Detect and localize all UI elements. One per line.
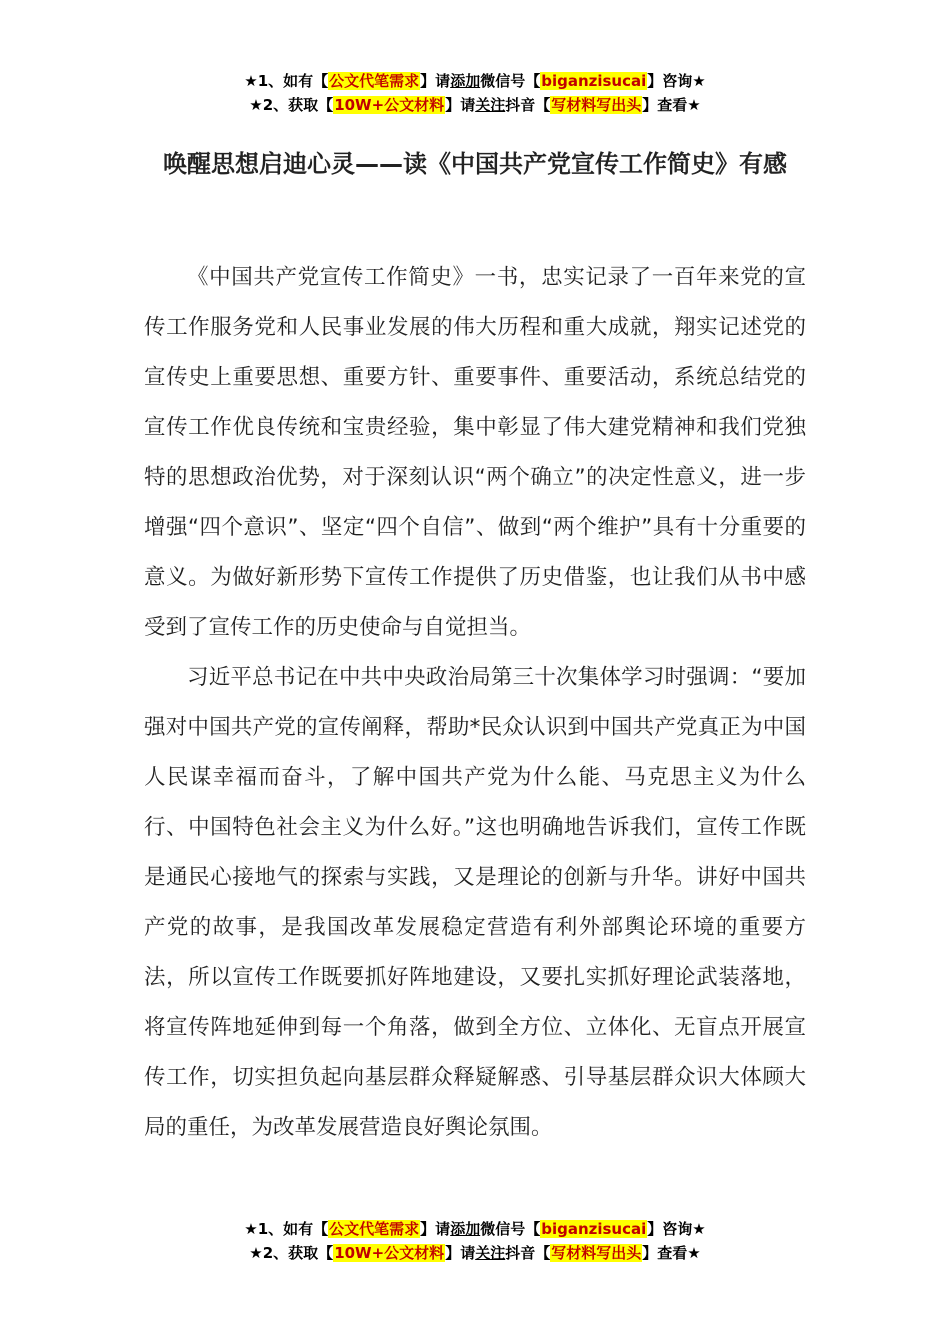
paragraph-2: 习近平总书记在中共中央政治局第三十次集体学习时强调：“要加强对中国共产党的宣传阐释，帮助*民众认识到中国共产党真正为中国人民谋幸福而奋斗，了解中国共产党为什么能、马克思主义为什么行、中国特色社会主义为什么好。”这也明确地告诉我们，宣传工作既是通民心接地气的探索与实践，又是理论的创新与升华。讲好中国共产党的故事，是我国改革发展稳定营造有利外部舆论环境的重要方法，所以宣传工作既要抓好阵地建设，又要扎实抓好理论武装落地，将宣传阵地延伸到每一个角落，做到全方位、立体化、无盲点开展宣传工作，切实担负起向基层群众释疑解惑、引导基层群众识大体顾大局的重任，为改革发展营造良好舆论氛围。 (144, 665, 806, 1140)
banner-line-1 (0, 1217, 950, 1241)
banner-text: 抖音【 (505, 1244, 551, 1262)
footer-banner (0, 1217, 950, 1265)
highlight-douyin-account: 写材料写出头 (551, 1244, 642, 1262)
banner-line-1 (0, 69, 950, 93)
underlined-follow: 关注 (475, 1244, 506, 1262)
banner-text: ★2、获取【 (249, 96, 334, 114)
document-title: 唤醒思想启迪心灵——读《中国共产党宣传工作简史》有感 (163, 150, 787, 178)
banner-text: 】查看★ (642, 1244, 701, 1262)
banner-text: 】请 (420, 72, 451, 90)
banner-text: 】请 (445, 1244, 476, 1262)
highlight-douyin-account: 写材料写出头 (551, 96, 642, 114)
highlight-wechat-id: biganzisucai (541, 72, 647, 90)
banner-text: 】咨询★ (647, 1220, 706, 1238)
highlight-materials: 10W+公文材料 (334, 96, 445, 114)
underlined-add: 添加 (450, 72, 481, 90)
banner-text: 】查看★ (642, 96, 701, 114)
banner-text: 】咨询★ (647, 72, 706, 90)
banner-text: 抖音【 (505, 96, 551, 114)
highlight-wechat-id: biganzisucai (541, 1220, 647, 1238)
banner-text: ★2、获取【 (249, 1244, 334, 1262)
highlight-service: 公文代笔需求 (329, 72, 420, 90)
document-body (144, 253, 806, 1153)
highlight-service: 公文代笔需求 (329, 1220, 420, 1238)
highlight-materials: 10W+公文材料 (334, 1244, 445, 1262)
header-banner (0, 69, 950, 117)
banner-text: 】请 (420, 1220, 451, 1238)
banner-text: 微信号【 (480, 72, 541, 90)
banner-text: 微信号【 (480, 1220, 541, 1238)
banner-text: 】请 (445, 96, 476, 114)
paragraph-1: 《中国共产党宣传工作简史》一书，忠实记录了一百年来党的宣传工作服务党和人民事业发展的伟大历程和重大成就，翔实记述党的宣传史上重要思想、重要方针、重要事件、重要活动，系统总结党的宣传工作优良传统和宝贵经验，集中彰显了伟大建党精神和我们党独特的思想政治优势，对于深刻认识“两个确立”的决定性意义，进一步增强“四个意识”、坚定“四个自信”、做到“两个维护”具有十分重要的意义。为做好新形势下宣传工作提供了历史借鉴，也让我们从书中感受到了宣传工作的历史使命与自觉担当。 (144, 265, 806, 640)
underlined-add: 添加 (450, 1220, 481, 1238)
underlined-follow: 关注 (475, 96, 506, 114)
banner-text: ★1、如有【 (244, 72, 329, 90)
banner-line-2 (0, 1241, 950, 1265)
banner-text: ★1、如有【 (244, 1220, 329, 1238)
banner-line-2 (0, 93, 950, 117)
